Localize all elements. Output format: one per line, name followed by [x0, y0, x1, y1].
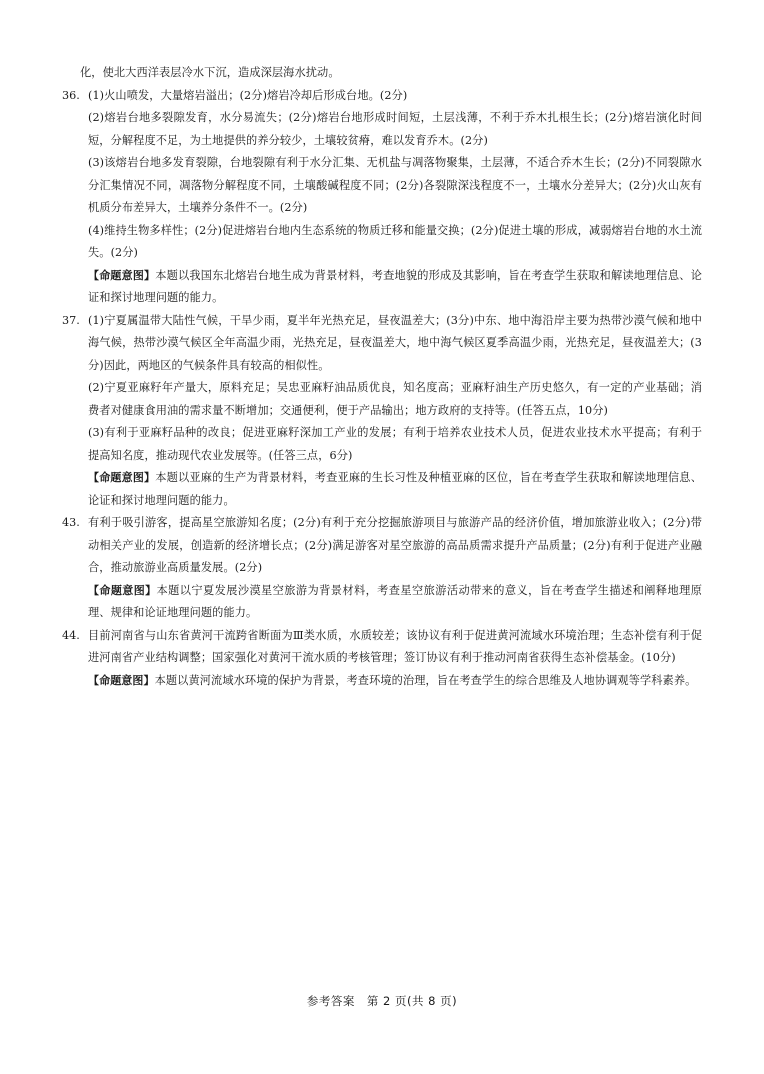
answer-part: (2)熔岩台地多裂隙发育，水分易流失；(2分)熔岩台地形成时间短，土层浅薄，不利于乔木扎根生长；(2分)熔岩演化时间短，分解程度不足，为土地提供的养分较少，土壤较贫瘠，难以发育乔木。(2分) — [88, 111, 702, 147]
answer-part: 有利于吸引游客，提高星空旅游知名度；(2分)有利于充分挖掘旅游项目与旅游产品的经济价值，增加旅游业收入；(2分)带动相关产业的发展，创造新的经济增长点；(2分)满足游客对星空旅游的高品质需求提升产品质量；(2分)有利于促进产业融合，推动旅游业高质量发展。(2分) — [88, 516, 702, 574]
intent-tag: 【命题意图】 — [88, 268, 156, 282]
question-number: 43. — [62, 516, 80, 529]
intent-note — [62, 670, 702, 693]
intent-tag: 【命题意图】 — [88, 673, 155, 687]
question-block — [62, 512, 702, 625]
answer-part: (3)有利于亚麻籽品种的改良；促进亚麻籽深加工产业的发展；有利于培养农业技术人员，促进农业技术水平提高；有利于提高知名度，推动现代农业发展等。(任答三点，6分) — [88, 426, 702, 462]
answer-part: (4)维持生物多样性；(2分)促进熔岩台地内生态系统的物质迁移和能量交换；(2分)促进土壤的形成，减弱熔岩台地的水土流失。(2分) — [88, 223, 702, 259]
answer-part: (2)宁夏亚麻籽年产量大，原料充足；吴忠亚麻籽油品质优良，知名度高；亚麻籽油生产历史悠久，有一定的产业基础；消费者对健康食用油的需求量不断增加；交通便利，便于产品输出；地方政府的支持等。(任答五点，10分) — [88, 381, 702, 417]
answer-content — [62, 62, 702, 692]
question-block — [62, 310, 702, 513]
intent-text: 本题以宁夏发展沙漠星空旅游为背景材料，考查星空旅游活动带来的意义，旨在考查学生描述和阐释地理原理、规律和论证地理问题的能力。 — [88, 583, 702, 619]
question-first-line — [62, 625, 702, 670]
question-number: 37. — [62, 313, 80, 327]
page-footer: 参考答案 第 2 页(共 8 页) — [306, 994, 458, 1008]
answer-part: 目前河南省与山东省黄河干流跨省断面为Ⅲ类水质，水质较差；该协议有利于促进黄河流域水环境治理；生态补偿有利于促进河南省产业结构调整；国家强化对黄河干流水质的考核管理；签订协议有利于推动河南省获得生态补偿基金。(10分) — [88, 628, 702, 664]
intent-text: 本题以黄河流域水环境的保护为背景，考查环境的治理，旨在考查学生的综合思维及人地协调观等学科素养。 — [154, 673, 697, 687]
question-first-line — [62, 85, 702, 108]
intent-tag: 【命题意图】 — [88, 583, 157, 597]
question-block — [62, 625, 702, 693]
question-block — [62, 85, 702, 310]
intent-tag: 【命题意图】 — [88, 471, 156, 484]
question-number: 36. — [62, 88, 80, 102]
question-list — [62, 85, 702, 693]
intent-note — [62, 467, 702, 512]
intent-text: 本题以我国东北熔岩台地生成为背景材料，考查地貌的形成及其影响，旨在考查学生获取和解读地理信息、论证和探讨地理问题的能力。 — [88, 268, 702, 304]
intent-note — [62, 265, 702, 310]
continuation-text: 化，使北大西洋表层冷水下沉，造成深层海水扰动。 — [80, 66, 340, 79]
answer-part: (1)宁夏属温带大陆性气候，干旱少雨，夏半年光热充足，昼夜温差大；(3分)中东、地中海沿岸主要为热带沙漠气候和地中海气候，热带沙漠气候区全年高温少雨，光热充足，昼夜温差大，地中海气候区夏季高温少雨，光热充足，昼夜温差大；(3分)因此，两地区的气候条件具有较高的相似性。 — [88, 313, 702, 372]
answer-part: (1)火山喷发，大量熔岩溢出；(2分)熔岩冷却后形成台地。(2分) — [88, 88, 408, 102]
question-first-line — [62, 512, 702, 580]
answer-part: (3)该熔岩台地多发育裂隙，台地裂隙有利于水分汇集、无机盐与凋落物聚集，土层薄，不适合乔木生长；(2分)不同裂隙水分汇集情况不同，凋落物分解程度不同，土壤酸碱程度不同；(2分)各裂隙深浅程度不一，土壤水分差异大；(2分)火山灰有机质分布差异大，土壤养分条件不一。(2分) — [88, 156, 702, 214]
intent-note — [62, 580, 702, 625]
intent-text: 本题以亚麻的生产为背景材料，考查亚麻的生长习性及种植亚麻的区位，旨在考查学生获取和解读地理信息、论证和探讨地理问题的能力。 — [88, 471, 702, 507]
question-first-line — [62, 310, 702, 378]
question-number: 44. — [62, 628, 80, 642]
